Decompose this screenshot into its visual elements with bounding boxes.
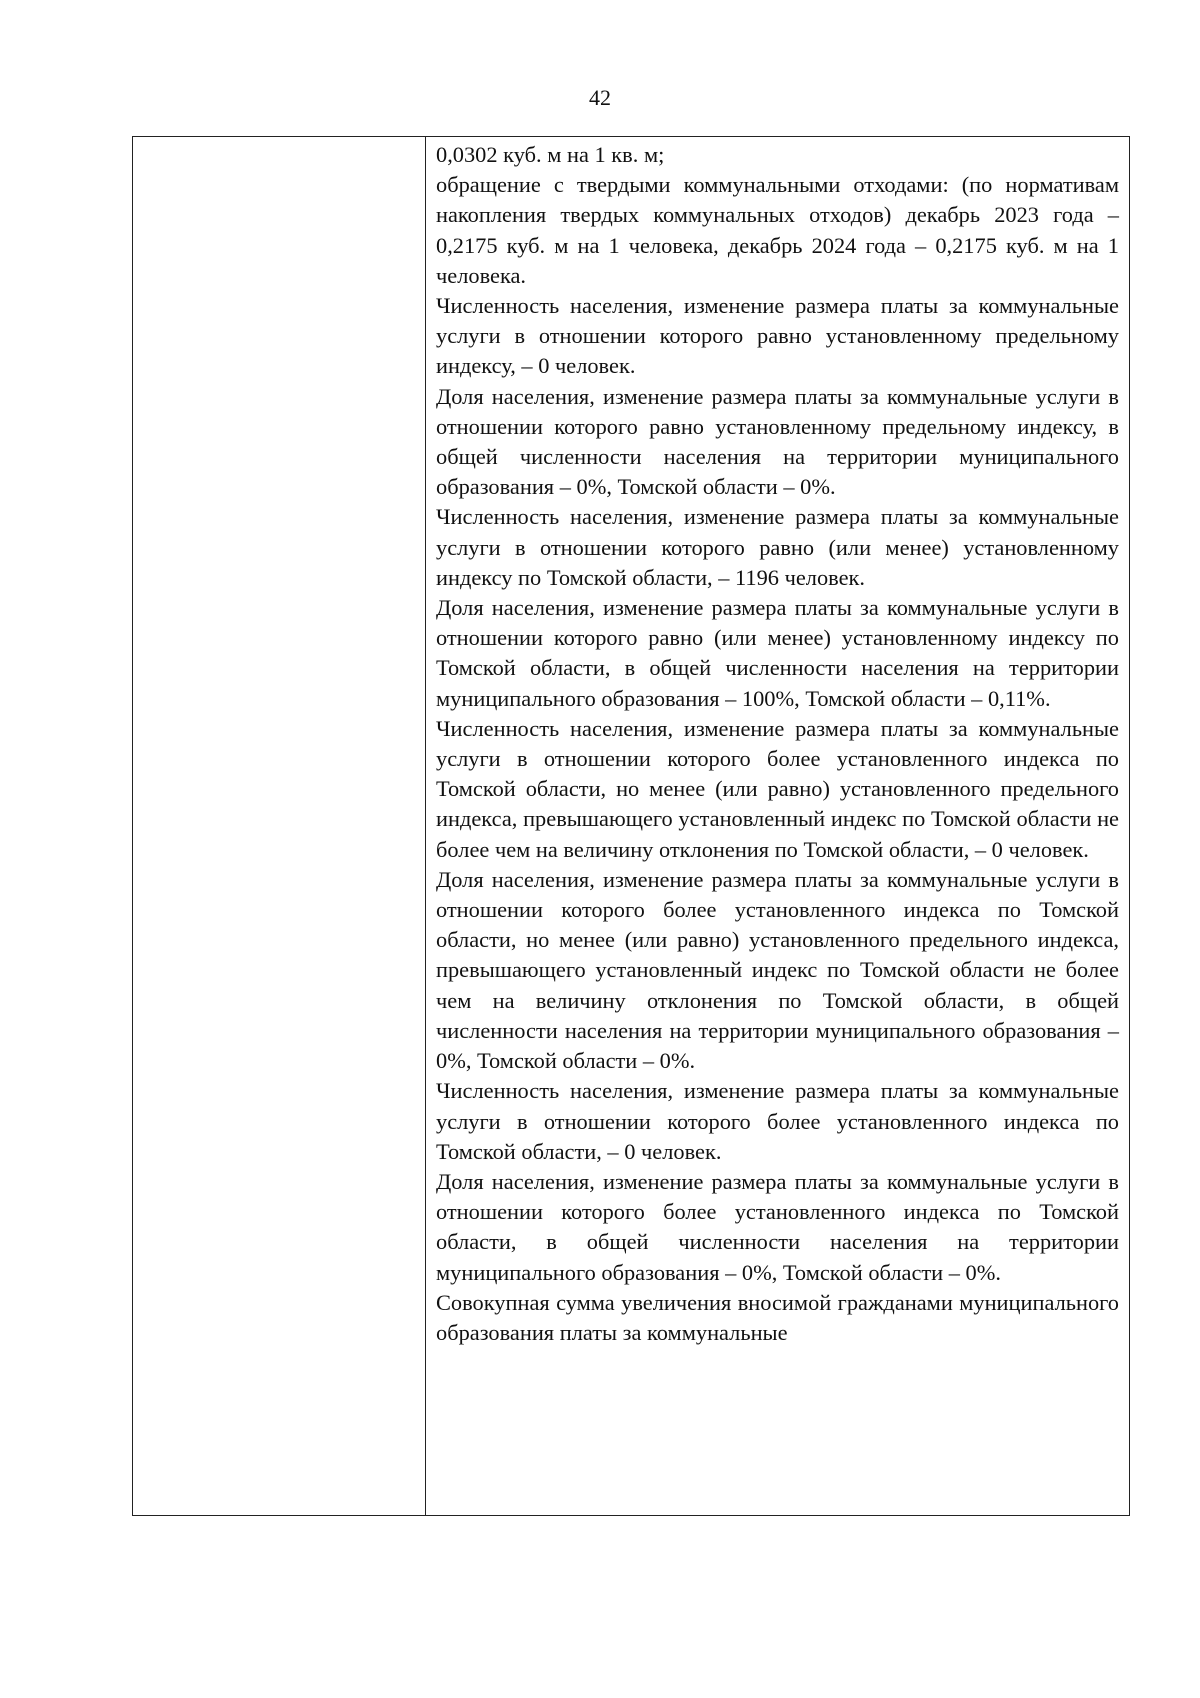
paragraph: обращение с твердыми коммунальными отходами: (по нормативам накопления твердых коммунальных отходов) декабрь 2023 года – 0,2175 куб. м на 1 человека, декабрь 2024 года – 0,2175 куб. м на 1 человека. — [436, 172, 1119, 288]
paragraph: Доля населения, изменение размера платы за коммунальные услуги в отношении которого равно (или менее) установленному индексу по Томской области, в общей численности населения на территории муниципального образования – 100%, Томской области – 0,11%. — [436, 595, 1119, 711]
paragraph: Численность населения, изменение размера платы за коммунальные услуги в отношении которого более установленного индекса по Томской области, но менее (или равно) установленного предельного индекса, превышающего установленный индекс по Томской области не более чем на величину отклонения по Томской области, – 0 человек. — [436, 715, 1119, 862]
paragraph: Численность населения, изменение размера платы за коммунальные услуги в отношении которого более установленного индекса по Томской области, – 0 человек. — [436, 1078, 1119, 1164]
document-table — [132, 136, 1130, 1516]
paragraph: Доля населения, изменение размера платы за коммунальные услуги в отношении которого более установленного индекса по Томской области, в общей численности населения на территории муниципального образования – 0%, Томской области – 0%. — [436, 1168, 1119, 1285]
paragraph: Численность населения, изменение размера платы за коммунальные услуги в отношении которого равно установленному предельному индексу, – 0 человек. — [436, 293, 1119, 379]
page-number: 42 — [589, 85, 611, 110]
paragraph: Численность населения, изменение размера платы за коммунальные услуги в отношении которого равно (или менее) установленному индексу по Томской области, – 1196 человек. — [436, 504, 1119, 590]
paragraph: Доля населения, изменение размера платы за коммунальные услуги в отношении которого более установленного индекса по Томской области, но менее (или равно) установленного предельного индекса, превышающего установленный индекс по Томской области не более чем на величину отклонения по Томской области, в общей численности населения на территории муниципального образования – 0%, Томской области – 0%. — [436, 866, 1119, 1074]
paragraph: Доля населения, изменение размера платы за коммунальные услуги в отношении которого равно установленному предельному индексу, в общей численности населения на территории муниципального образования – 0%, Томской области – 0%. — [436, 383, 1119, 500]
paragraph: 0,0302 куб. м на 1 кв. м; — [436, 142, 665, 167]
table-left-cell — [133, 137, 426, 1515]
paragraph-continued: Совокупная сумма увеличения вносимой гражданами муниципального образования платы за коммунальные — [436, 1289, 1119, 1345]
table-right-cell — [426, 137, 1129, 1515]
